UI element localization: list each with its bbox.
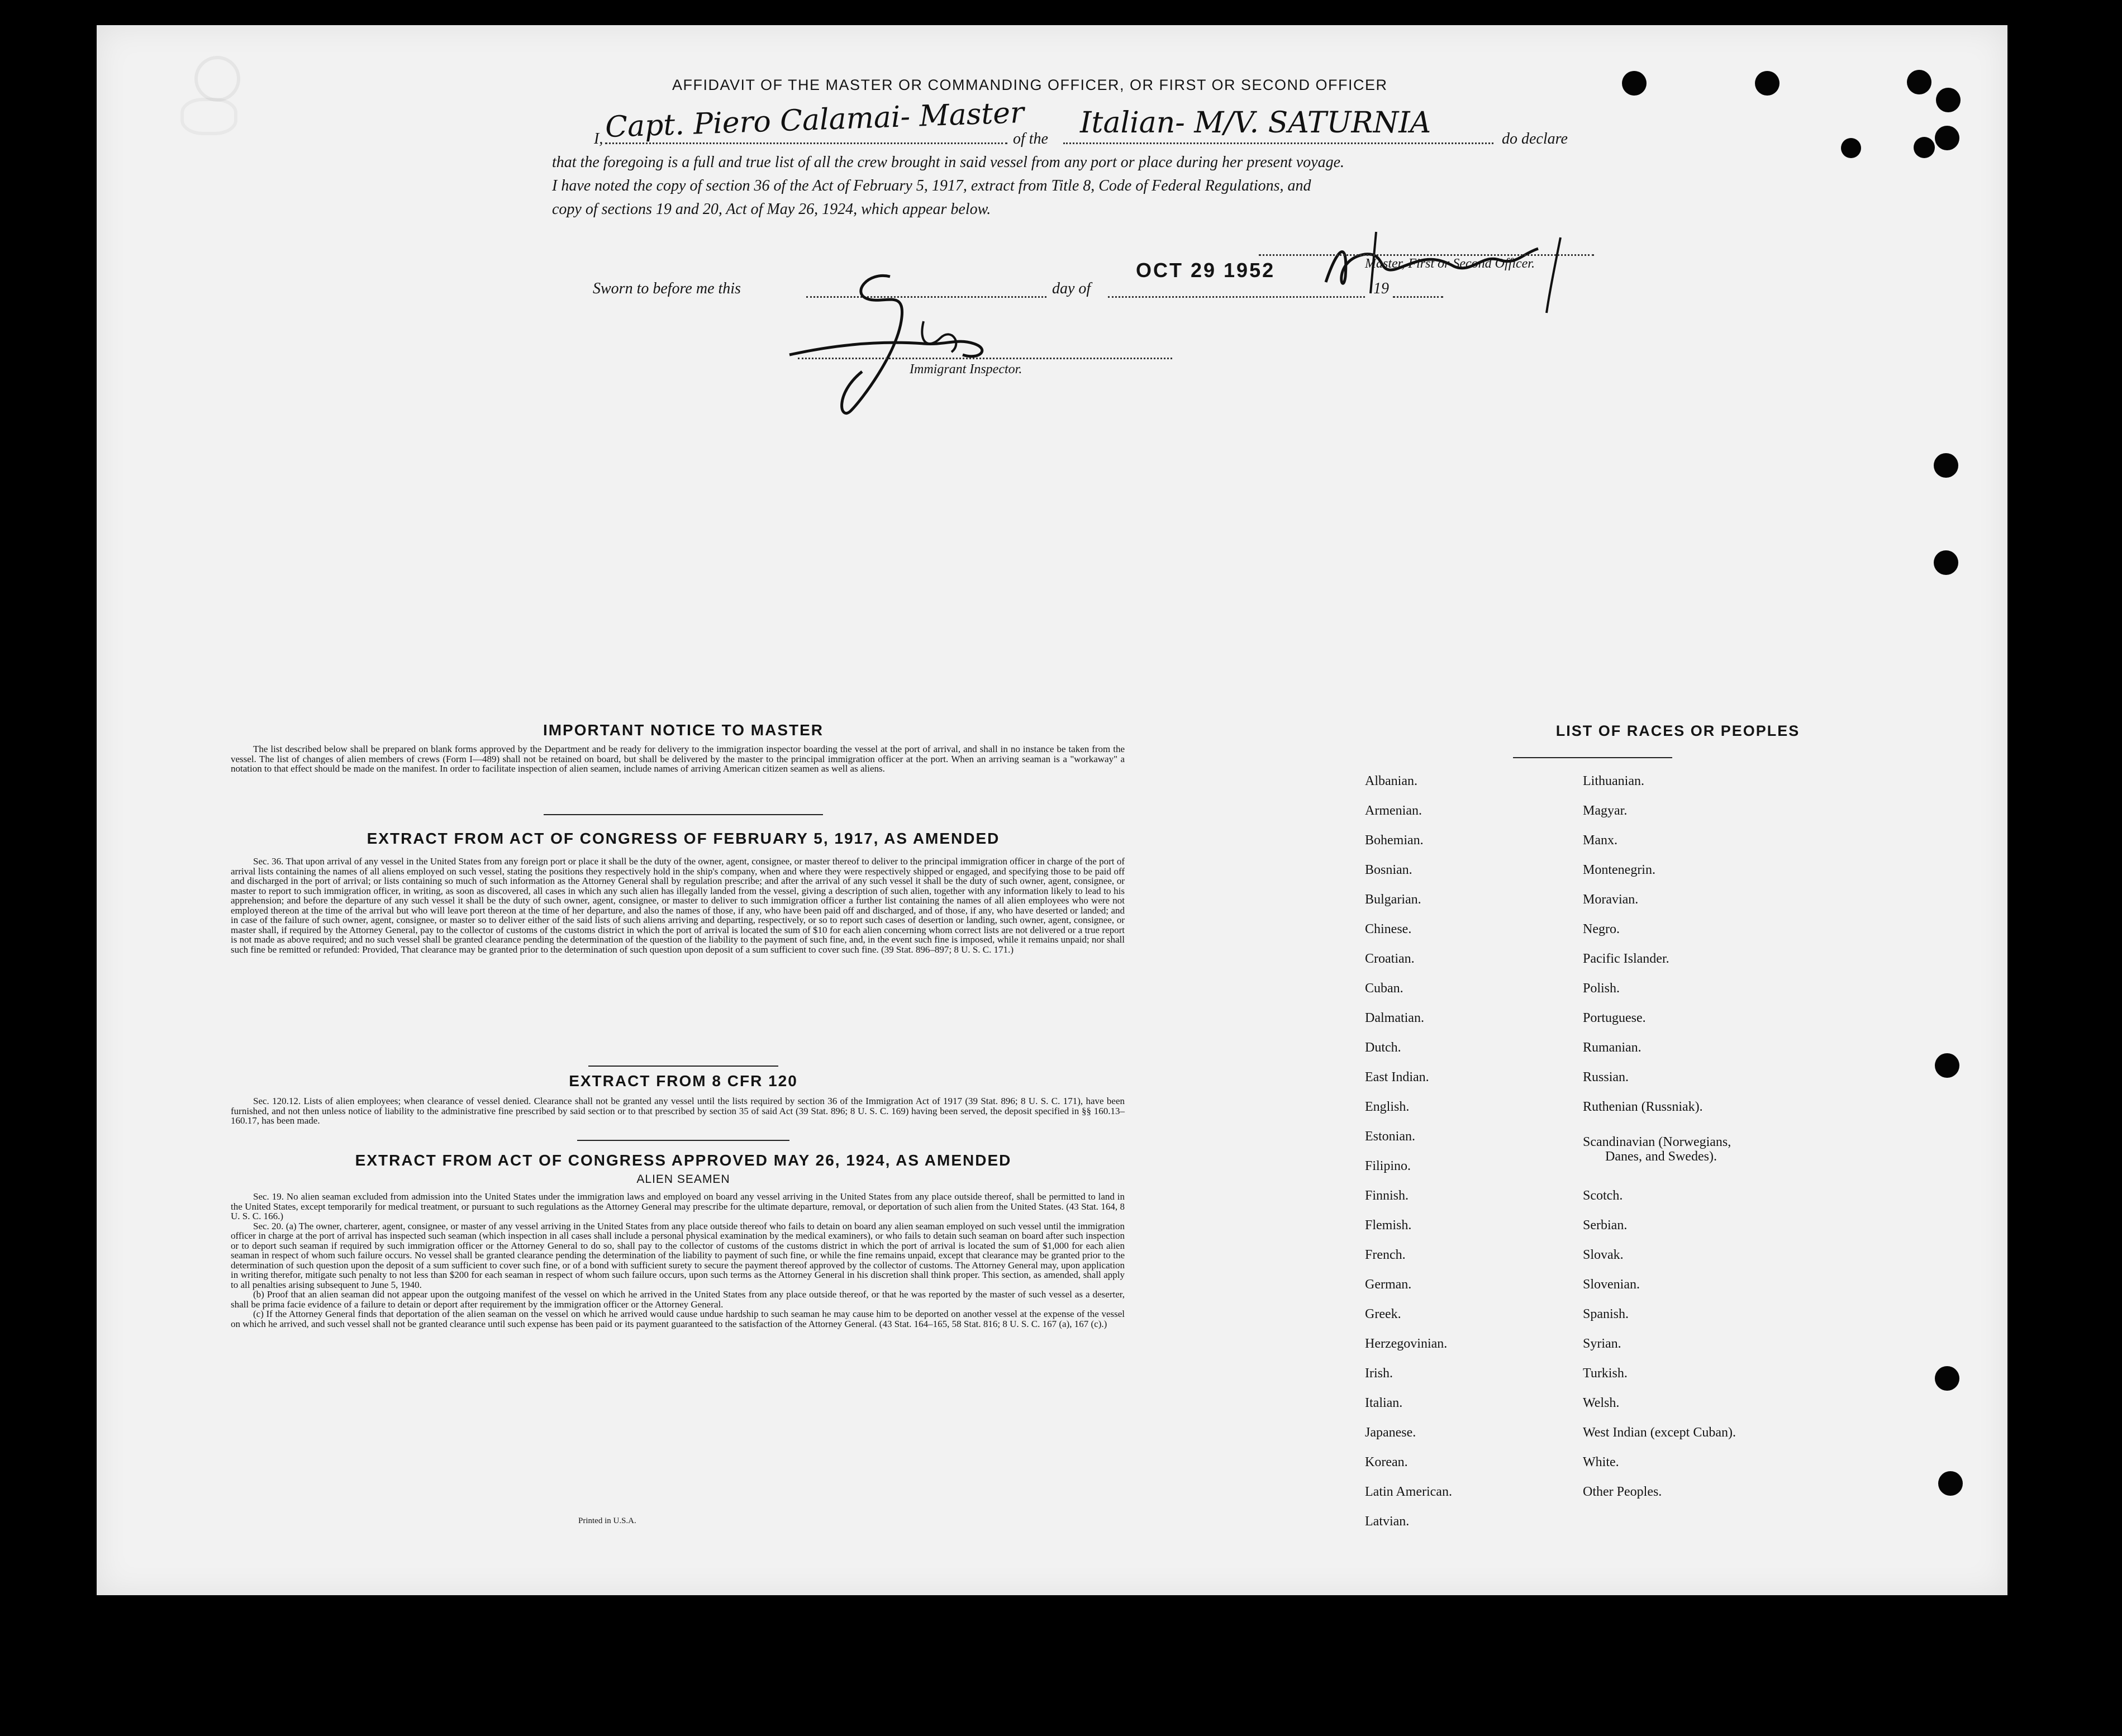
punch-hole: [1936, 88, 1961, 112]
race-item: French.: [1365, 1248, 1406, 1262]
do-declare-label: do declare: [1502, 130, 1568, 148]
handwritten-vessel-name: Italian- M/V. SATURNIA: [1080, 106, 1431, 140]
race-item: Turkish.: [1583, 1366, 1628, 1381]
year-label: 19: [1373, 280, 1389, 297]
of-the-label: of the: [1013, 130, 1048, 148]
race-item: Moravian.: [1583, 892, 1639, 907]
race-item: Syrian.: [1583, 1337, 1621, 1351]
race-item: Ruthenian (Russniak).: [1583, 1100, 1703, 1114]
inspector-signature: [739, 260, 1052, 427]
race-item: Estonian.: [1365, 1129, 1415, 1144]
alien-seamen-subheading: ALIEN SEAMEN: [636, 1173, 730, 1186]
race-item: Filipino.: [1365, 1159, 1411, 1173]
day-of-label: day of: [1052, 280, 1091, 297]
inspector-dotted-line: [798, 358, 1172, 359]
extract-1917-heading: EXTRACT FROM ACT OF CONGRESS OF FEBRUARY 5, 1917, AS AMENDED: [367, 830, 1000, 847]
affidavit-line-4: copy of sections 19 and 20, Act of May 26, 1924, which appear below.: [552, 201, 991, 218]
punch-hole: [1935, 126, 1959, 150]
race-item: Pacific Islander.: [1583, 952, 1669, 966]
race-item: Croatian.: [1365, 952, 1415, 966]
race-item: Dalmatian.: [1365, 1011, 1424, 1025]
race-item: Russian.: [1583, 1070, 1629, 1085]
race-item: Dutch.: [1365, 1040, 1401, 1055]
punch-hole: [1938, 1471, 1963, 1496]
race-item: Finnish.: [1365, 1188, 1409, 1203]
punch-hole: [1914, 137, 1935, 158]
race-item: Slovenian.: [1583, 1277, 1640, 1292]
race-item: East Indian.: [1365, 1070, 1429, 1085]
race-item: Scandinavian (Norwegians,: [1583, 1135, 1731, 1149]
extract-1924-para-1: Sec. 19. No alien seaman excluded from admission into the United States under the immigration laws and employed on board any vessel arriving in the United States from any place outside thereof, shall be permitted to land in the United States, except temporarily for medical treatment, or pursuant to such regulations as the Attorney General may prescribe for the ultimate departure, removal, or deportation of such alien from the United States. (43 Stat. 164, 8 U. S. C. 166.): [231, 1191, 1125, 1221]
punch-hole: [1755, 71, 1780, 96]
punch-hole: [1935, 1053, 1959, 1078]
race-item: Montenegrin.: [1583, 863, 1655, 877]
notice-text: The list described below shall be prepared on blank forms approved by the Department and be ready for delivery to the immigration inspector boarding the vessel at the port of arrival, and shall in no instance be taken from the vessel. The list of changes of alien members of crews (Form I—489) shall not be retained on board, but shall be delivered by the master to the principal immigration officer at the port. When an arriving seaman is a "workaway" a notation to that effect should be made on the manifest. In order to facilitate inspection of alien seamen, include names of arriving American citizen seamen as well as aliens.: [231, 744, 1125, 774]
affidavit-line-3: I have noted the copy of section 36 of the Act of February 5, 1917, extract from Title 8, Code of Federal Regulations, and: [552, 177, 1311, 194]
divider-rule: [577, 1140, 789, 1141]
race-item: Chinese.: [1365, 922, 1412, 936]
race-item: Other Peoples.: [1583, 1485, 1662, 1499]
race-item: Herzegovinian.: [1365, 1337, 1448, 1351]
race-item: Cuban.: [1365, 981, 1403, 996]
race-item: Albanian.: [1365, 774, 1417, 788]
race-item: Magyar.: [1583, 803, 1628, 818]
master-label: Master, First or Second Officer.: [1365, 256, 1535, 271]
punch-hole: [1934, 453, 1958, 478]
extract-1924-para-4: (c) If the Attorney General finds that deportation of the alien seaman on the vessel on which he arrived would cause undue hardship to such seaman he may cause him to be deported on another vessel at the expense of the vessel on which he arrived, and such vessel shall not be granted clearance until such expense has been paid or its payment guaranteed to the satisfaction of the Attorney General. (43 Stat. 164–165, 58 Stat. 816; 8 U. S. C. 167 (a), 167 (c).): [231, 1309, 1125, 1329]
name-dotted-line: [605, 142, 1007, 144]
race-item: Bohemian.: [1365, 833, 1424, 848]
stamped-date: OCT 29 1952: [1136, 259, 1276, 282]
affidavit-line-2: that the foregoing is a full and true list of all the crew brought in said vessel from any port or place during her present voyage.: [552, 154, 1345, 171]
race-item: Flemish.: [1365, 1218, 1412, 1233]
faint-stamp-mark: [194, 56, 240, 102]
race-item: Irish.: [1365, 1366, 1393, 1381]
races-heading: LIST OF RACES OR PEOPLES: [1555, 722, 1800, 739]
handwritten-master-name: Capt. Piero Calamai- Master: [605, 96, 1025, 145]
race-item: Rumanian.: [1583, 1040, 1642, 1055]
race-item: White.: [1583, 1455, 1619, 1469]
extract-cfr-text: Sec. 120.12. Lists of alien employees; when clearance of vessel denied. Clearance shall not be granted any vessel until the lists required by section 36 of the Immigration Act of 1917 (39 Stat. 896; 8 U. S. C. 171), have been furnished, and not then unless notice of liability to the administrative fine prescribed by said section or to that prescribed by section 35 of said Act (39 Stat. 896; 8 U. S. C. 169) having been served, the deposit specified in §§ 160.13–160.17, has been made.: [231, 1096, 1125, 1126]
punch-hole: [1934, 550, 1958, 575]
race-item: Latvian.: [1365, 1514, 1410, 1529]
master-dotted-line: [1259, 254, 1594, 256]
race-item: Serbian.: [1583, 1218, 1628, 1233]
race-item: Bulgarian.: [1365, 892, 1421, 907]
faint-stamp-mark: [180, 98, 237, 135]
race-item: Manx.: [1583, 833, 1617, 848]
extract-1917-text: Sec. 36. That upon arrival of any vessel in the United States from any foreign port or place it shall be the duty of the owner, agent, consignee, or master thereof to deliver to the principal immigration officer in charge of the port of arrival lists containing the names of all aliens employed on such vessel, stating the positions they respectively hold in the ship's company, when and where they were respectively shipped or engaged, and specifying those to be paid off and discharged in the port of arrival; or lists containing so much of such information as the Attorney General shall by regulation prescribe; and after the arrival of any such vessel it shall be the duty of such owner, agent, consignee, or master to report to such immigration officer, in writing, as soon as discovered, all cases in which any such alien has illegally landed from the vessel, giving a description of such alien, together with any information likely to lead to his apprehension; and before the departure of any such vessel it shall be the duty of such owner, agent, consignee, or master to deliver to such immigration officer a further list containing the names of all alien employees who were not employed thereon at the time of the arrival but who will leave port thereon at the time of her departure, and also the names of those, if any, who have been paid off and discharged, and of those, if any, who have deserted or landed; and in case of the failure of such owner, agent, consignee, or master so to deliver either of the said lists of such aliens arriving and departing, respectively, or so to report such cases of desertion or landing, such owner, agent, consignee, or master shall, if required by the Attorney General, pay to the collector of customs of the customs district in which the port of arrival is located the sum of $10 for each alien concerning whom correct lists are not delivered or a true report is not made as above required; and no such vessel shall be granted clearance pending the determination of the question of the liability to the payment of such fine, and, in the event such fine is imposed, while it remains unpaid; nor shall such fine be remitted or refunded: Provided, That clearance may be granted prior to the determination of such question upon deposit of a sum sufficient to cover such fine. (39 Stat. 896–897; 8 U. S. C. 171.): [231, 856, 1125, 955]
race-item: Danes, and Swedes).: [1605, 1149, 1717, 1164]
race-item: Japanese.: [1365, 1425, 1416, 1440]
race-item: English.: [1365, 1100, 1410, 1114]
extract-1924-para-3: (b) Proof that an alien seaman did not appear upon the outgoing manifest of the vessel on which he arrived in the United States from any place outside thereof, or that he was reported by the master of such vessel as a deserter, shall be prima facie evidence of a failure to detain or deport after requirement by the immigration officer or the Attorney General.: [231, 1289, 1125, 1310]
extract-1924-para-2: Sec. 20. (a) The owner, charterer, agent, consignee, or master of any vessel arriving in the United States from any place outside thereof who fails to detain on board any alien seaman employed on such vessel until the immigration officer in charge at the port of arrival has inspected such seaman (which inspection in all cases shall include a personal physical examination by the medical examiners), or who fails to detain such seaman on board after such inspection or to deport such seaman if required by such immigration officer or the Attorney General to do so, shall pay to the collector of customs of the customs district in which the port of arrival is located the sum of $1,000 for each alien seaman in respect of whom such failure occurs. No vessel shall be granted clearance pending the determination of the liability to payment of such fine, or while the fine remains unpaid, except that clearance may be granted prior to the determination of such question upon the deposit of a sum sufficient to cover such fine, or of a bond with sufficient surety to secure the payment thereof approved by the collector of customs. The Attorney General may, upon application in writing therefor, mitigate such penalty to not less than $200 for each seaman in respect of whom such failure occurs, upon such terms as the Attorney General in his discretion shall think proper. This section, as amended, shall apply to all penalties arising subsequent to June 5, 1940.: [231, 1220, 1125, 1290]
race-item: Slovak.: [1583, 1248, 1624, 1262]
race-item: Korean.: [1365, 1455, 1408, 1469]
divider-rule: [588, 1066, 778, 1067]
race-item: Bosnian.: [1365, 863, 1412, 877]
race-item: Welsh.: [1583, 1396, 1620, 1410]
vessel-dotted-line: [1063, 142, 1493, 144]
punch-hole: [1622, 71, 1647, 96]
races-rule: [1513, 757, 1672, 758]
race-item: Scotch.: [1583, 1188, 1623, 1203]
affidavit-title: AFFIDAVIT OF THE MASTER OR COMMANDING OFFICER, OR FIRST OR SECOND OFFICER: [672, 77, 1388, 93]
sworn-label: Sworn to before me this: [593, 280, 741, 297]
divider-rule: [544, 814, 823, 815]
race-item: Portuguese.: [1583, 1011, 1646, 1025]
inspector-label: Immigrant Inspector.: [910, 362, 1022, 377]
race-item: West Indian (except Cuban).: [1583, 1425, 1736, 1440]
document-page: [97, 25, 2007, 1595]
i-label: I,: [594, 130, 603, 148]
printed-in-usa: Printed in U.S.A.: [578, 1516, 636, 1525]
race-item: Latin American.: [1365, 1485, 1452, 1499]
extract-1924-heading: EXTRACT FROM ACT OF CONGRESS APPROVED MAY 26, 1924, AS AMENDED: [355, 1152, 1012, 1169]
race-item: Italian.: [1365, 1396, 1403, 1410]
punch-hole: [1907, 70, 1931, 94]
extract-1924-body: [231, 1192, 1125, 1329]
race-item: Negro.: [1583, 922, 1620, 936]
punch-hole: [1841, 138, 1861, 158]
race-item: Armenian.: [1365, 803, 1422, 818]
race-item: Lithuanian.: [1583, 774, 1644, 788]
punch-hole: [1935, 1366, 1959, 1391]
extract-cfr-heading: EXTRACT FROM 8 CFR 120: [569, 1072, 798, 1090]
race-item: German.: [1365, 1277, 1412, 1292]
race-item: Polish.: [1583, 981, 1620, 996]
race-item: Spanish.: [1583, 1307, 1629, 1321]
notice-heading: IMPORTANT NOTICE TO MASTER: [543, 721, 824, 739]
race-item: Greek.: [1365, 1307, 1401, 1321]
